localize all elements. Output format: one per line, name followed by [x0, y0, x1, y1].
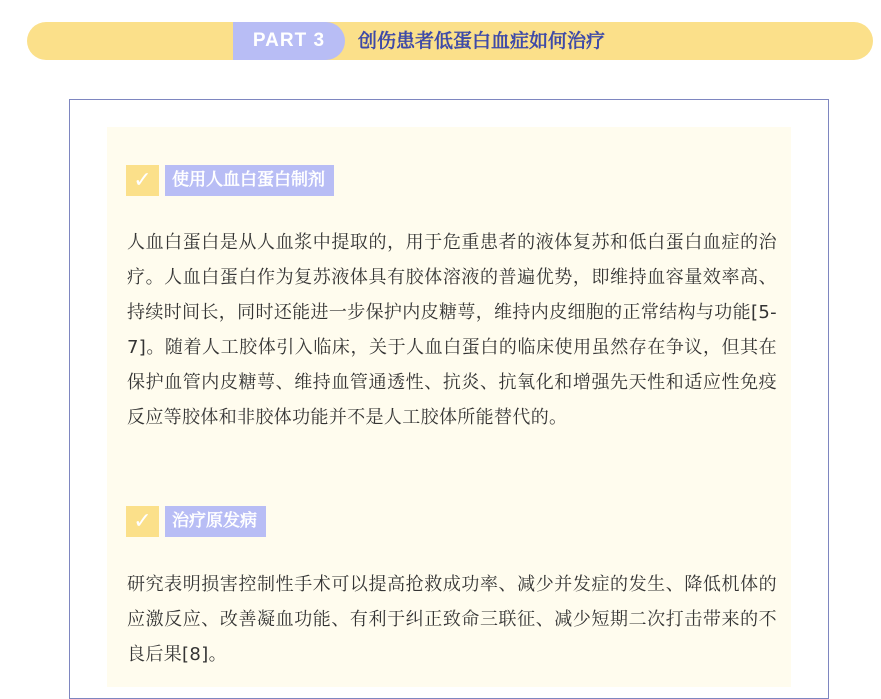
section-title: 使用人血白蛋白制剂: [165, 165, 334, 196]
section-heading-albumin: [126, 165, 334, 196]
section-paragraph: 研究表明损害控制性手术可以提高抢救成功率、减少并发症的发生、降低机体的应激反应、改善凝血功能、有利于纠正致命三联征、减少短期二次打击带来的不良后果[8]。: [127, 574, 777, 665]
section-paragraph: 人血白蛋白是从人血浆中提取的，用于危重患者的液体复苏和低白蛋白血症的治疗。人血白蛋白作为复苏液体具有胶体溶液的普遍优势，即维持血容量效率高、持续时间长，同时还能进一步保护内皮糖萼，维持内皮细胞的正常结构与功能[5-7]。随着人工胶体引入临床，关于人血白蛋白的临床使用虽然存在争议，但其在保护血管内皮糖萼、维持血管通透性、抗炎、抗氧化和增强先天性和适应性免疫反应等胶体和非胶体功能并不是人工胶体所能替代的。: [127, 232, 777, 428]
section-title: 治疗原发病: [165, 506, 266, 537]
part-label-tag: PART 3: [233, 22, 345, 60]
checkmark-icon: ✓: [126, 506, 159, 537]
checkmark-icon: ✓: [126, 165, 159, 196]
page-title: 创伤患者低蛋白血症如何治疗: [358, 30, 606, 52]
section-heading-primary-disease: [126, 506, 266, 537]
